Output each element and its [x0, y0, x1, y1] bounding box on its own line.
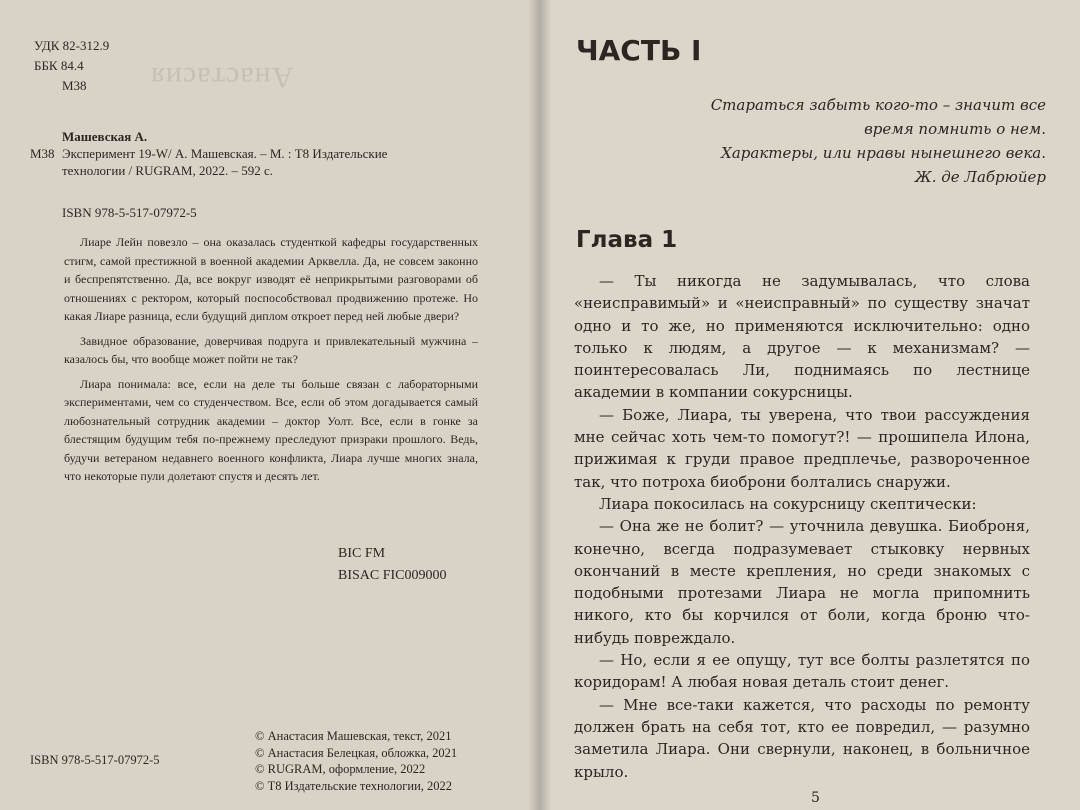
author-heading: Машевская А.	[62, 129, 148, 144]
copyright-line: © RUGRAM, оформление, 2022	[255, 762, 426, 776]
bisac-code: BISAC FIC009000	[338, 568, 447, 583]
biblio-mark: М38	[30, 146, 55, 161]
text-paragraph: — Мне все-таки кажется, что расходы по ремонту должен брать на себя тот, кто ее повредил, — разумно заметила Лиара. Они свернули, наконец, в больничное крыло.	[574, 695, 1030, 781]
isbn: ISBN 978-5-517-07972-5	[62, 205, 197, 220]
epigraph-line: Характеры, или нравы нынешнего века.	[721, 144, 1046, 162]
page-number: 5	[811, 790, 820, 806]
copyright-line: © Анастасия Машевская, текст, 2021	[255, 729, 452, 743]
epigraph-line: время помнить о нем.	[864, 120, 1046, 138]
bic-code: BIC FM	[338, 546, 386, 561]
show-through-text: Анастасия	[150, 61, 294, 94]
annotation-paragraph: Завидное образование, доверчивая подруга и привлекательный мужчина – казалось бы, что вообще может пойти не так?	[64, 333, 478, 366]
bbk-code: ББК 84.4	[34, 58, 84, 73]
annotation-paragraph: Лиара понимала: все, если на деле ты больше связан с лабораторными экспериментами, чем со студенчеством. Все, если об этом догадывается самый любознательный сотрудник академии – доктор Уолт. Все, если в гонке за блестящим будущим тебя по-прежнему преследуют призраки прошлого. Ведь, будучи ветераном недавнего военного конфликта, Лиара лучше многих знала, что некоторые пули долетают спустя и десять лет.	[64, 376, 478, 483]
copyright-block	[255, 728, 515, 794]
epigraph-author: Ж. де Лабрюйер	[914, 168, 1046, 186]
annotation	[64, 233, 478, 486]
isbn-bottom: ISBN 978-5-517-07972-5	[30, 753, 160, 767]
right-page	[540, 0, 1080, 810]
author-mark: М38	[62, 78, 87, 93]
chapter-title: Глава 1	[576, 227, 678, 253]
epigraph-line: Стараться забыть кого-то – значит все	[710, 96, 1046, 114]
annotation-paragraph: Лиаре Лейн повезло – она оказалась студенткой кафедры государственных стигм, самой престижной в военной академии Арквелла. Да, не совсем законно и беспрепятственно. Да, все вокруг изводят её неприкрытыми разговорами об отношениях с ректором, который поспособствовал продвижению протеже. Но какая Лиаре разница, если будущий диплом откроет перед ней любые двери?	[64, 235, 478, 323]
epigraph	[580, 93, 1046, 189]
book-spine-shadow	[528, 0, 552, 810]
text-paragraph: — Ты никогда не задумывалась, что слова «неисправимый» и «неисправный» по существу значат одно и то же, но применяются исключительно: одно только к людям, а другое — к механизмам? — поинтересовалась Ли, поднимаясь по лестнице академии в компании сокурсницы.	[574, 272, 1030, 402]
text-paragraph: — Боже, Лиара, ты уверена, что твои рассуждения мне сейчас хоть чем-то помогут?! — прошипела Илона, прижимая к груди правое предплечье, развороченное так, что потроха биоброни болтались снаружи.	[574, 405, 1030, 491]
copyright-line: © Т8 Издательские технологии, 2022	[255, 778, 453, 793]
text-paragraph: Лиара покосилась на сокурсницу скептически:	[599, 494, 977, 513]
part-title: ЧАСТЬ I	[576, 34, 702, 67]
copyright-line: © Анастасия Белецкая, обложка, 2021	[255, 745, 458, 760]
text-paragraph: — Но, если я ее опущу, тут все болты разлетятся по коридорам! А любая новая деталь стоит денег.	[574, 651, 1030, 692]
udk-code: УДК 82-312.9	[34, 38, 110, 53]
biblio-line-2: технологии / RUGRAM, 2022. – 592 с.	[62, 163, 273, 178]
text-paragraph: — Она же не болит? — уточнила девушка. Биоброня, конечно, всегда подразумевает стыковку нервных окончаний в месте крепления, но среди знакомых с подобными протезами Лиара не могла припомнить никого, кто бы корчился от боли, когда броню что-нибудь повреждало.	[574, 517, 1030, 647]
biblio-line-1: Эксперимент 19-W/ А. Машевская. – М. : Т8 Издательские	[62, 146, 388, 161]
chapter-text	[574, 270, 1030, 783]
